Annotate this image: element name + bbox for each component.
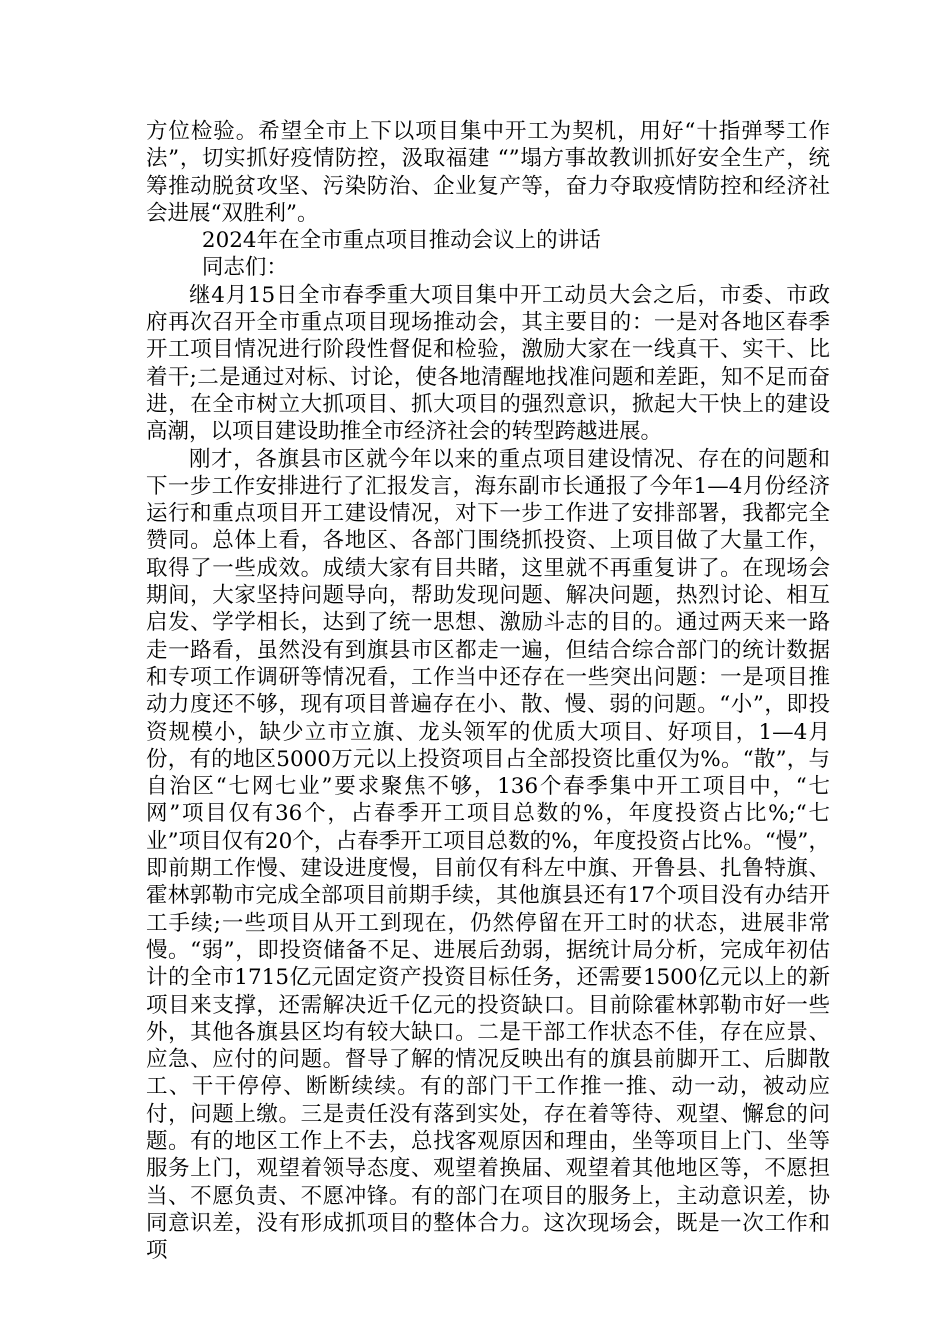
opening-paragraph: 方位检验。希望全市上下以项目集中开工为契机，用好“十指弹琴工作法”，切实抓好疫情防控，汲取福建 “”塌方事故教训抓好安全生产，统筹推动脱贫攻坚、污染防治、企业复产等，奋力夺取疫情防控和经济社会进展“双胜利”。: [146, 119, 830, 226]
speech-title: 2024年在全市重点项目推动会议上的讲话: [201, 228, 601, 254]
body-paragraph-1: 继4月15日全市春季重大项目集中开工动员大会之后，市委、市政府再次召开全市重点项目现场推动会，其主要目的：一是对各地区春季开工项目情况进行阶段性督促和检验，激励大家在一线真干、实干、比着干;二是通过对标、讨论，使各地清醒地找准问题和差距，知不足而奋进，在全市树立大抓项目、抓大项目的强烈意识，掀起大干快上的建设高潮，以项目建设助推全市经济社会的转型跨越进展。: [146, 282, 830, 445]
document-page: [146, 118, 830, 1264]
body-paragraph-2: 刚才，各旗县市区就今年以来的重点项目建设情况、存在的问题和下一步工作安排进行了汇报发言，海东副市长通报了今年1—4月份经济运行和重点项目开工建设情况，对下一步工作进了安排部署，我都完全赞同。总体上看，各地区、各部门围绕抓投资、上项目做了大量工作，取得了一些成效。成绩大家有目共睹，这里就不再重复讲了。在现场会期间，大家坚持问题导向，帮助发现问题、解决问题，热烈讨论、相互启发、学学相长，达到了统一思想、激励斗志的目的。通过两天来一路走一路看，虽然没有到旗县市区都走一遍，但结合综合部门的统计数据和专项工作调研等情况看，工作当中还存在一些突出问题：一是项目推动力度还不够，现有项目普遍存在小、散、慢、弱的问题。“小”，即投资规模小，缺少立市立旗、龙头领军的优质大项目、好项目，1—4月份，有的地区5000万元以上投资项目占全部投资比重仅为%。“散”，与自治区“七网七业”要求聚焦不够，136个春季集中开工项目中，“七网”项目仅有36个，占春季开工项目总数的%，年度投资占比%;“七业”项目仅有20个，占春季开工项目总数的%，年度投资占比%。“慢”，即前期工作慢、建设进度慢，目前仅有科左中旗、开鲁县、扎鲁特旗、霍林郭勒市完成全部项目前期手续，其他旗县还有17个项目没有办结开工手续;一些项目从开工到现在，仍然停留在开工时的状态，进展非常慢。“弱”，即投资储备不足、进展后劲弱，据统计局分析，完成年初估计的全市1715亿元固定资产投资目标任务，还需要1500亿元以上的新项目来支撑，还需解决近千亿元的投资缺口。目前除霍林郭勒市好一些外，其他各旗县区均有较大缺口。二是干部工作状态不佳，存在应景、应急、应付的问题。督导了解的情况反映出有的旗县前脚开工、后脚散工、干干停停、断断续续。有的部门干工作推一推、动一动，被动应付，问题上缴。三是责任没有落到实处，存在着等待、观望、懈怠的问题。有的地区工作上不去，总找客观原因和理由，坐等项目上门、坐等服务上门，观望着领导态度、观望着换届、观望着其他地区等，不愿担当、不愿负责、不愿冲锋。有的部门在项目的服务上，主动意识差，协同意识差，没有形成抓项目的整体合力。这次现场会，既是一次工作和项: [146, 446, 830, 1264]
salutation: 同志们：: [201, 255, 288, 281]
